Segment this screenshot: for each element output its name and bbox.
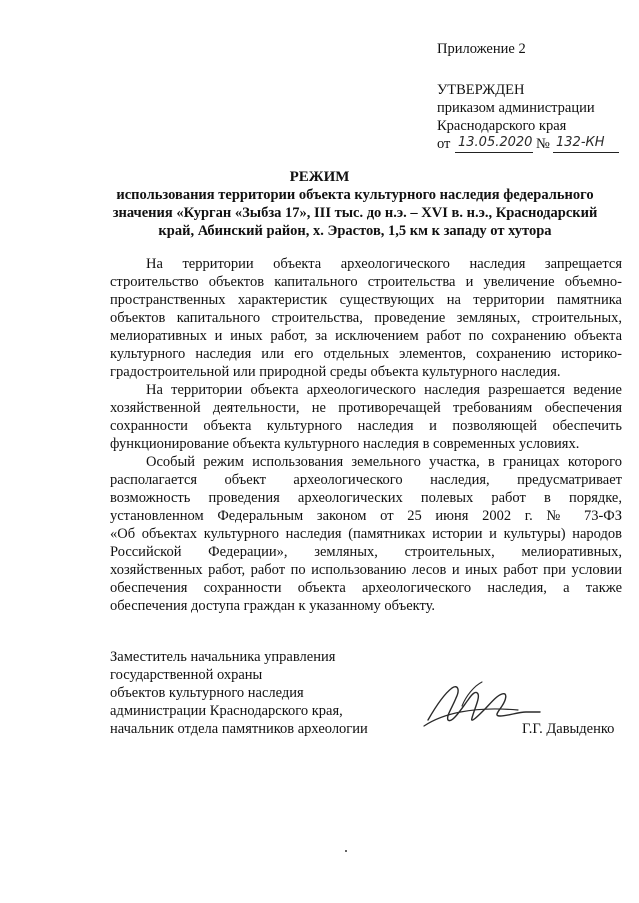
approval-number-underline — [553, 152, 619, 153]
document-title: РЕЖИМ — [289, 169, 350, 185]
approval-from-label: от — [437, 136, 451, 152]
signatory-line-2: государственной охраны — [110, 667, 263, 683]
paragraph-3-line-8: обеспечения сохранности объекта археологического наследия, а также — [110, 580, 622, 596]
paragraph-1-line-4: объектов капитального строительства, проведение земляных, строительных, — [110, 310, 622, 326]
heading-line-1: использования территории объекта культурного наследия федерального — [116, 187, 594, 203]
approval-date-underline — [455, 152, 533, 153]
paragraph-3-line-6: Российской Федерации», земляных, строительных, мелиоративных, — [110, 544, 622, 560]
paragraph-3-line-9: обеспечения доступа граждан к указанному объекту. — [110, 598, 436, 614]
page-mark — [345, 850, 347, 852]
appendix-label: Приложение 2 — [437, 41, 526, 57]
signatory-line-4: администрации Краснодарского края, — [110, 703, 343, 719]
paragraph-1-line-3: пространственных характеристик существующих на территории памятника — [110, 292, 622, 308]
approval-line-2: Краснодарского края — [437, 118, 567, 134]
heading-line-2: значения «Курган «Зыбза 17», III тыс. до н.э. – XVI в. н.э., Краснодарский — [112, 205, 598, 221]
approval-title: УТВЕРЖДЕН — [437, 82, 525, 98]
approval-date-handwritten: 13.05.2020 — [458, 135, 533, 150]
paragraph-2-line-1: На территории объекта археологического наследия разрешается ведение — [146, 382, 622, 398]
paragraph-1-line-2: строительство объектов капитального строительства и увеличение объемно- — [110, 274, 622, 290]
paragraph-2-line-4: функционирование объекта культурного наследия в современных условиях. — [110, 436, 580, 452]
signatory-line-3: объектов культурного наследия — [110, 685, 304, 701]
signatory-line-1: Заместитель начальника управления — [110, 649, 336, 665]
signatory-name: Г.Г. Давыденко — [522, 721, 615, 737]
paragraph-3-line-7: хозяйственных работ, работ по использованию лесов и иных работ при условии — [110, 562, 622, 578]
paragraph-3-line-2: располагается объект археологического наследия, предусматривает — [110, 472, 622, 488]
approval-line-1: приказом администрации — [437, 100, 595, 116]
paragraph-2-line-2: хозяйственной деятельности, не противоречащей требованиям обеспечения — [110, 400, 622, 416]
approval-number-handwritten: 132-КН — [556, 135, 605, 150]
heading-line-3: край, Абинский район, х. Эрастов, 1,5 км к западу от хутора — [158, 223, 552, 239]
paragraph-1-line-1: На территории объекта археологического наследия запрещается — [146, 256, 622, 272]
paragraph-1-line-7: градостроительной или природной среды объекта культурного наследия. — [110, 364, 561, 380]
paragraph-2-line-3: сохранности объекта культурного наследия и позволяющей обеспечить — [110, 418, 622, 434]
paragraph-3-line-5: «Об объектах культурного наследия (памятниках истории и культуры) народов — [110, 526, 622, 542]
paragraph-3-line-4: установленном Федеральным законом от 25 июня 2002 г. № 73-ФЗ — [110, 508, 622, 524]
signatory-line-5: начальник отдела памятников археологии — [110, 721, 368, 737]
paragraph-1-line-6: культурного наследия или его отдельных элементов, сохранению историко- — [110, 346, 622, 362]
paragraph-3-line-1: Особый режим использования земельного участка, в границах которого — [146, 454, 622, 470]
paragraph-3-line-3: возможность проведения археологических полевых работ в порядке, — [110, 490, 622, 506]
approval-number-label: № — [536, 136, 550, 152]
paragraph-1-line-5: мелиоративных и иных работ, за исключением работ по сохранению объекта — [110, 328, 622, 344]
